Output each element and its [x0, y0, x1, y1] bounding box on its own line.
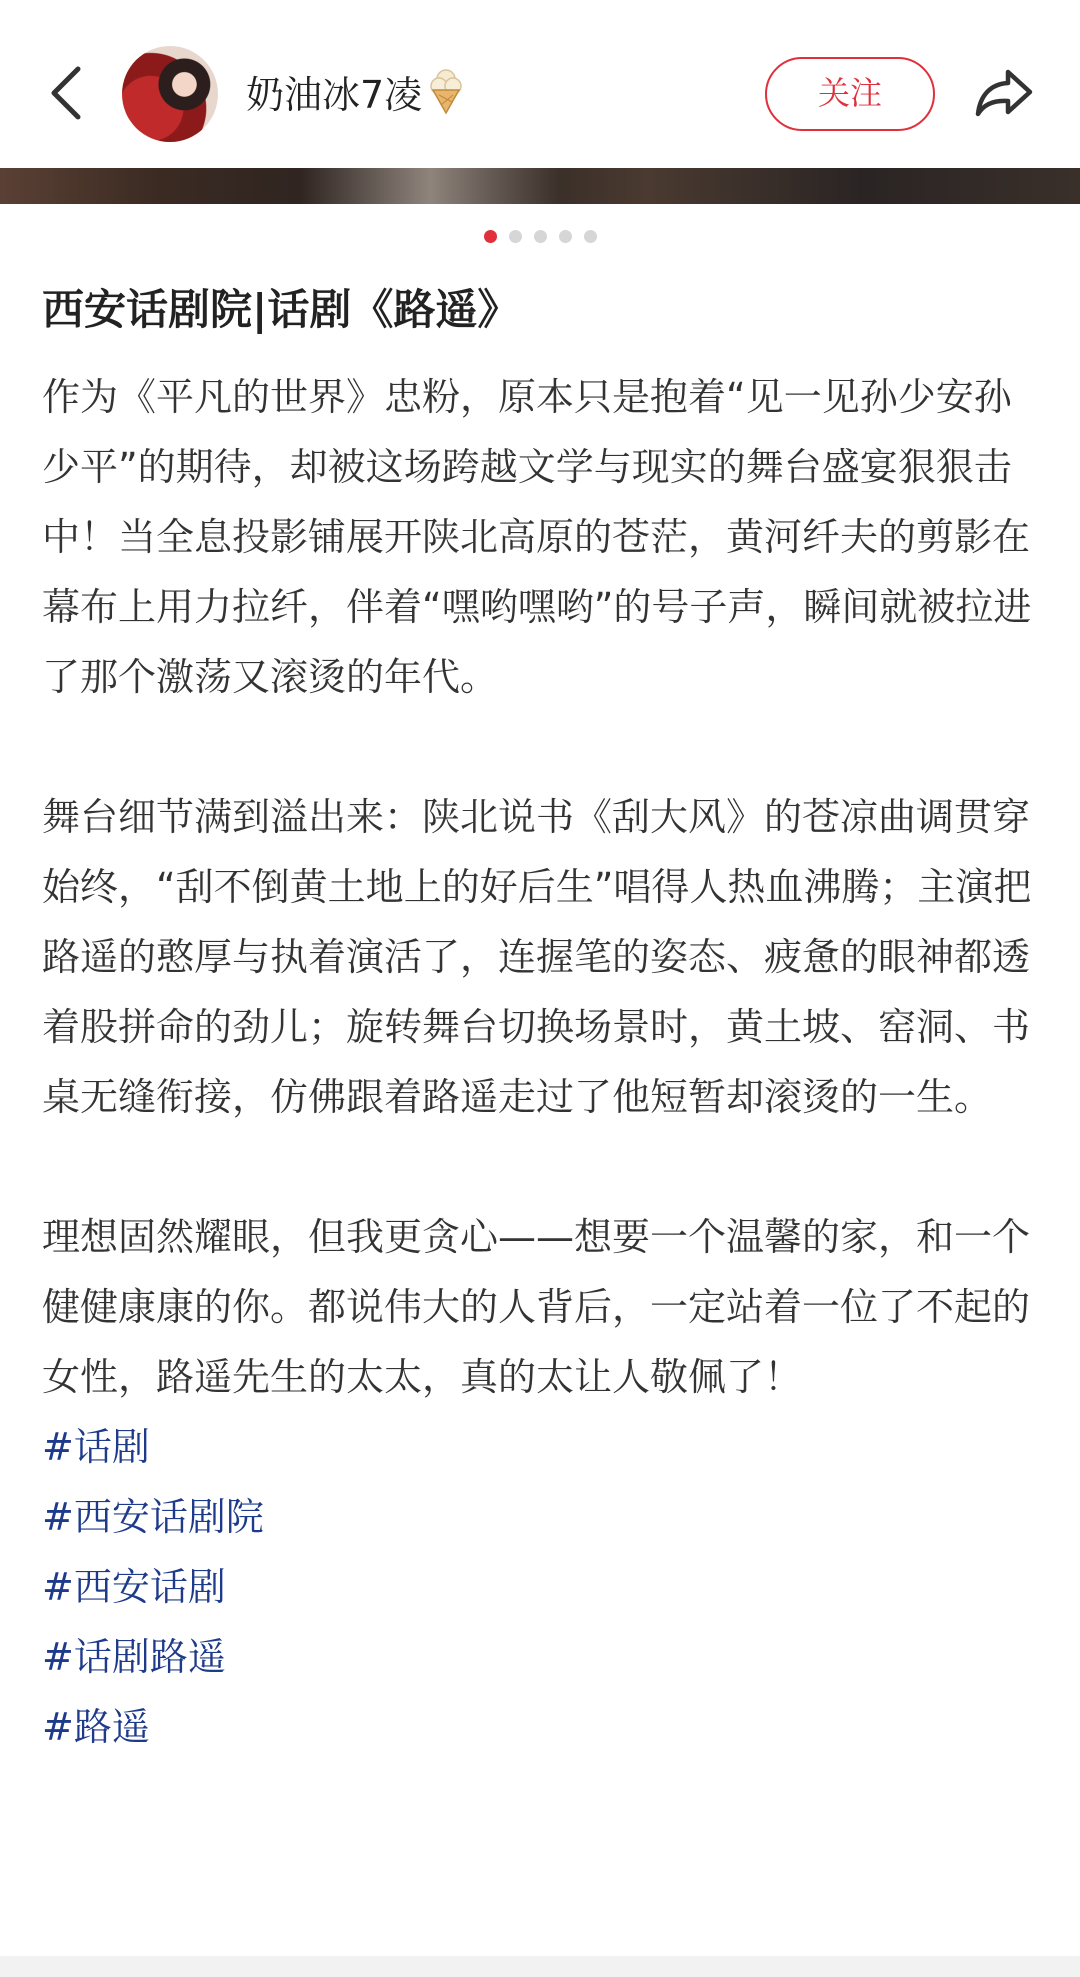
- post-image[interactable]: [0, 168, 1080, 204]
- hashtag-link[interactable]: #话剧路遥: [42, 1635, 226, 1679]
- image-highlight: [300, 168, 560, 204]
- back-button[interactable]: [40, 58, 90, 128]
- back-arrow-icon: [48, 65, 82, 121]
- hashtag-link[interactable]: #路遥: [42, 1705, 150, 1749]
- carousel-dot: [534, 230, 547, 243]
- hashtag-link[interactable]: #话剧: [42, 1425, 150, 1469]
- carousel-dot: [559, 230, 572, 243]
- author-name-row[interactable]: [246, 68, 462, 120]
- carousel-dot: [484, 230, 497, 243]
- share-icon: [974, 66, 1034, 118]
- share-button[interactable]: [972, 60, 1036, 124]
- ice-cream-icon: [430, 68, 462, 127]
- paragraph-gap: [42, 1132, 1042, 1202]
- paragraph-gap: [42, 712, 1042, 782]
- top-bar: [0, 0, 1080, 168]
- post-paragraph: 理想固然耀眼，但我更贪心——想要一个温馨的家，和一个健健康康的你。都说伟大的人背后，一定站着一位了不起的女性，路遥先生的太太，真的太让人敬佩了！: [42, 1215, 1031, 1399]
- follow-button[interactable]: 关注: [765, 57, 935, 131]
- post-paragraph: 舞台细节满到溢出来：陕北说书《刮大风》的苍凉曲调贯穿始终，“刮不倒黄土地上的好后生”唱得人热血沸腾；主演把路遥的憨厚与执着演活了，连握笔的姿态、疲惫的眼神都透着股拼命的劲儿；旋转舞台切换场景时，黄土坡、窑洞、书桌无缝衔接，仿佛跟着路遥走过了他短暂却滚烫的一生。: [42, 795, 1032, 1119]
- bottom-divider: [0, 1956, 1080, 1977]
- carousel-indicator: [0, 230, 1080, 244]
- post-paragraph: 作为《平凡的世界》忠粉，原本只是抱着“见一见孙少安孙少平”的期待，却被这场跨越文学与现实的舞台盛宴狠狠击中！当全息投影铺展开陕北高原的苍茫，黄河纤夫的剪影在幕布上用力拉纤，伴着“嘿哟嘿哟”的号子声，瞬间就被拉进了那个激荡又滚烫的年代。: [42, 375, 1032, 699]
- carousel-dot: [584, 230, 597, 243]
- hashtag-link[interactable]: #西安话剧院: [42, 1495, 264, 1539]
- author-name[interactable]: 奶油冰7凌: [246, 73, 423, 117]
- post-body: [42, 362, 1042, 1762]
- carousel-dot: [509, 230, 522, 243]
- avatar[interactable]: [122, 46, 218, 142]
- post-title: 西安话剧院|话剧《路遥》: [42, 285, 520, 334]
- hashtag-link[interactable]: #西安话剧: [42, 1565, 226, 1609]
